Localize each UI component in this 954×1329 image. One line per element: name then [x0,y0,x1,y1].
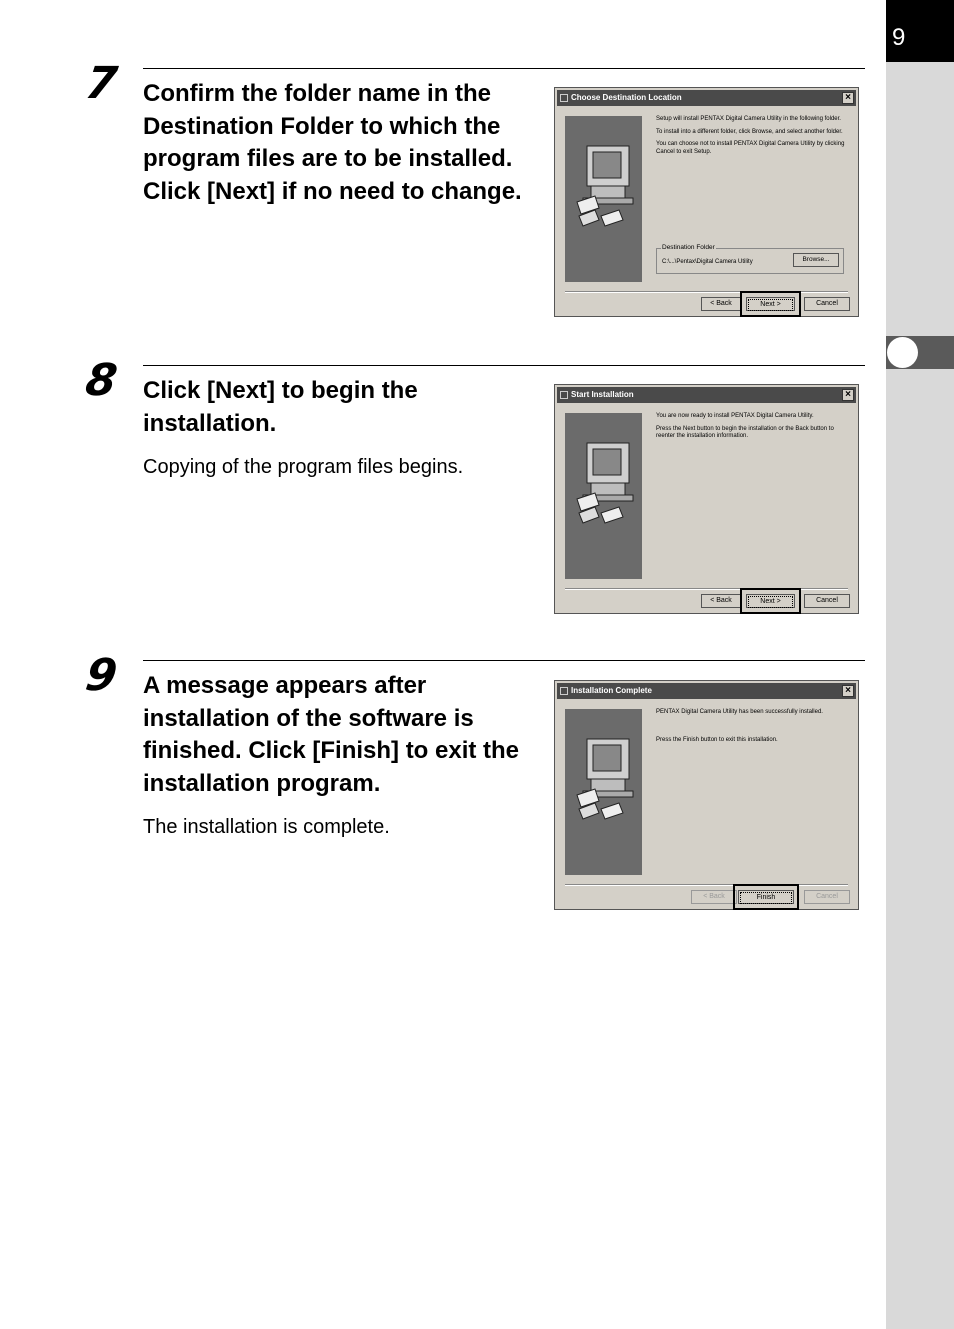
start-installation-dialog [554,384,859,614]
setup-illustration [565,116,642,282]
dialog-message [656,413,851,446]
dialog-separator [565,884,848,886]
finish-label: Finish [740,892,792,904]
dialog-title: Choose Destination Location [571,93,682,102]
step-number: 9 [82,650,121,701]
step-body: Copying of the program files begins. [143,456,464,478]
chapter-dot-icon [887,337,918,368]
setup-illustration [565,709,642,875]
step-divider [143,365,865,366]
page-number: 9 [886,0,954,62]
chapter-tab [886,336,954,369]
destination-folder-group [656,244,844,274]
dialog-message [656,709,851,749]
dialog-titlebar [557,90,856,106]
step-number: 7 [82,58,121,109]
dialog-titlebar [557,387,856,403]
page-sidebar [886,0,954,1329]
back-button[interactable]: < Back [701,297,741,311]
step-heading: Click [Next] to begin the installation. [143,377,418,437]
installation-complete-dialog [554,680,859,910]
step-heading: Confirm the folder name in the Destination Folder to which the program files are to be installed. Click [Next] if no need to change. [143,80,522,205]
next-label: Next > [748,596,793,608]
step-divider [143,660,865,661]
folder-legend: Destination Folder [662,244,715,251]
next-button[interactable] [746,297,795,311]
message-line: To install into a different folder, click Browse, and select another folder. [656,128,843,135]
finish-button[interactable] [738,890,794,904]
computer-icon [565,709,642,875]
back-button[interactable]: < Back [691,890,737,904]
choose-destination-dialog [554,87,859,317]
message-line: Setup will install PENTAX Digital Camera Utility in the following folder. [656,116,841,122]
next-button[interactable] [746,594,795,608]
step-body: The installation is complete. [143,816,390,838]
step-heading: A message appears after installation of the software is finished. Click [Finish] to exit the installation program. [143,672,520,797]
folder-path: C:\...\Pentax\Digital Camera Utility [662,259,753,265]
setup-illustration [565,413,642,579]
dialog-title: Start Installation [571,390,634,399]
message-line: PENTAX Digital Camera Utility has been successfully installed. [656,709,823,715]
close-icon[interactable]: × [842,92,854,104]
message-line: Press the Next button to begin the installation or the Back button to reenter the installation information. [656,425,834,439]
cancel-button[interactable]: Cancel [804,297,850,311]
dialog-titlebar [557,683,856,699]
message-line: Press the Finish button to exit this installation. [656,736,778,743]
dialog-separator [565,588,848,590]
step-divider [143,68,865,69]
setup-app-icon [560,687,568,695]
close-icon[interactable]: × [842,389,854,401]
computer-icon [565,116,642,282]
setup-app-icon [560,391,568,399]
dialog-message [656,116,851,161]
setup-app-icon [560,94,568,102]
dialog-title: Installation Complete [571,686,652,695]
cancel-button[interactable]: Cancel [804,594,850,608]
browse-button[interactable]: Browse... [793,253,839,267]
dialog-separator [565,291,848,293]
step-number: 8 [82,355,121,406]
computer-icon [565,413,642,579]
message-line: You are now ready to install PENTAX Digital Camera Utility. [656,413,814,419]
message-line: You can choose not to install PENTAX Digital Camera Utility by clicking Cancel to exit Setup. [656,141,845,155]
back-button[interactable]: < Back [701,594,741,608]
close-icon[interactable]: × [842,685,854,697]
next-label: Next > [748,299,793,311]
cancel-button[interactable]: Cancel [804,890,850,904]
